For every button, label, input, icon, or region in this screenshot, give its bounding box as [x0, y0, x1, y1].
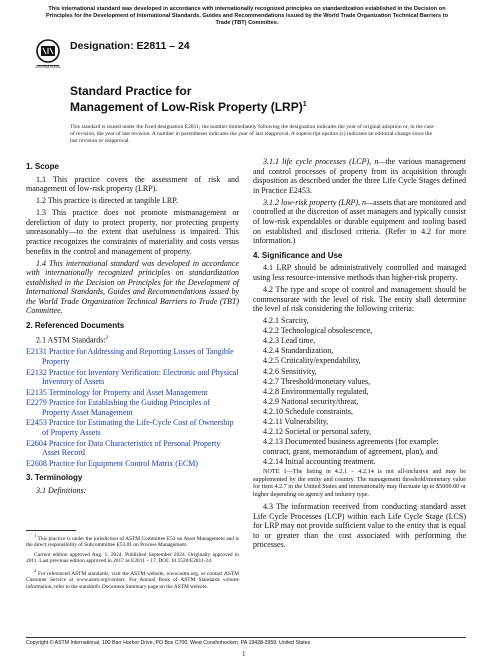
logo-caption: INTERNATIONAL: [35, 65, 61, 69]
header-notice: This international standard was developed in accordance with internationally recognized principles on standardization established in the Decision on Principles for the Development of International Standards, Guides and Recommendations issued by the World Trade Organization Technical Barriers to Trade (TBT) Committee.: [45, 6, 448, 27]
left-column: [26, 157, 239, 498]
footnote-1a-text: This practice is under the jurisdiction of ASTM Committee E53 on Asset Management and is the direct responsibility of Subcommittee E53.01 on Process Management.: [26, 535, 239, 549]
title-footnote-ref[interactable]: 1: [302, 101, 307, 108]
document-title: [70, 84, 307, 114]
title-line-2: [70, 98, 307, 114]
footnote-1a: $^1$ This practice is under the jurisdiction of ASTM Committee E53 on Asset Management and is the direct responsibility of Subcommittee E53.01 on Process Management.: [26, 533, 239, 549]
criteria-item: 4.2.9 National security/threat,: [263, 396, 359, 406]
para-2-1: [26, 334, 239, 345]
reference-title-link[interactable]: Practice for Addressing and Reporting Losses of Tangible Property: [42, 347, 234, 366]
footnote-rule: [26, 530, 76, 531]
footer-rule: [26, 637, 466, 638]
footnotes: [26, 533, 239, 593]
criteria-item: 4.2.12 Societal or personal safety,: [263, 427, 372, 437]
para-4-2: 4.2 The type and scope of control and management should be commensurate with the level of risk. The entity shall determine the level of risk considering the following criteria:: [253, 284, 466, 314]
reference-code-link[interactable]: E2608: [26, 458, 47, 468]
criteria-item: 4.2.5 Criticality/expendability,: [263, 356, 361, 366]
criteria-item: 4.2.8 Environmentally regulated,: [263, 386, 369, 396]
criteria-item: 4.2.11 Vulnerability,: [263, 417, 329, 427]
reference-code-link[interactable]: E2604: [26, 438, 47, 448]
reference-title-link[interactable]: Terminology for Property and Asset Management: [48, 387, 208, 397]
reference-code-link[interactable]: E2279: [26, 398, 47, 408]
note-1: NOTE 1—The listing in 4.2.1 – 4.2.14 is not all-inclusive and may be supplemented by the entity and country. The management threshold/monetary value for item 4.2.7 in the United States and internationally may fluctuate up to $5000.00 or higher depending on agency and industry type.: [253, 468, 466, 498]
term-lrp: 3.1.2 low-risk property (LRP), n—: [263, 197, 374, 207]
reference-item: [26, 398, 239, 417]
definition-lcp: the various management and control processes of property from its acquisition through disposition as described under the three Life Cycle Stages defined in Practice E2453.: [253, 157, 466, 195]
para-1-3: 1.3 This practice does not promote mismanagement or dereliction of duty to protect property, nor protecting property unreasonably—to the extent that usefulness is impaired. This practice recognizes the constraints of materiality and costs versus benefits in the control and management of property.: [26, 208, 239, 256]
reference-item: [26, 459, 239, 469]
right-column: [253, 157, 466, 552]
para-4-1: 4.1 LRP should be administratively controlled and managed using less resource-intensive methods than higher-risk property.: [253, 263, 466, 282]
para-1-4-text: 1.4 This international standard was developed in accordance with internationally recognized principles on standardization established in the Decision on Principles for the Development of International Standards, Guides and Recommendations issued by the World Trade Organization Technical Barriers to Trade (TBT) Committee.: [26, 258, 239, 316]
para-1-2: 1.2 This practice is directed at tangible LRP.: [36, 196, 178, 206]
reference-item: [26, 439, 239, 458]
criteria-item: 4.2.6 Sensitivity,: [263, 366, 317, 376]
para-2-1-text: 2.1 ASTM Standards:: [36, 335, 106, 345]
criteria-item: 4.2.1 Scarcity,: [263, 316, 309, 326]
reference-code-link[interactable]: E2453: [26, 418, 47, 428]
abstract: This standard is issued under the fixed designation E2811; the number immediately following the designation indicates the year of original adoption or, in the case of revision, the year of last revision. A number in parentheses indicates the year of last reapproval. A superscript epsilon (ε) indicates an editorial change since the last revision or reapproval.: [70, 124, 434, 144]
copyright: Copyright © ASTM International, 100 Barr Harbor Drive, PO Box C700, West Conshohocken, PA 19428-2959. United States: [26, 640, 311, 646]
term-lcp: 3.1.1 life cycle processes (LCP), n—: [263, 157, 386, 166]
reference-title-link[interactable]: Practice for Estimating the Life-Cycle Cost of Ownership of Property Assets: [42, 418, 234, 438]
criteria-list: [253, 316, 466, 466]
criteria-item: 4.2.3 Lead time,: [263, 336, 316, 346]
criteria-item: 4.2.10 Schedule constraints,: [263, 406, 353, 416]
para-1-4: [26, 259, 239, 317]
reference-code-link[interactable]: E2132: [26, 367, 47, 377]
para-3-1-1: [253, 157, 466, 195]
reference-title-link[interactable]: Practice for Data Characteristics of Personal Property Asset Record: [42, 438, 221, 458]
designation: Designation: E2811 – 24: [70, 40, 190, 52]
footnote-2-text: For referenced ASTM standards, visit the ASTM website, www.astm.org, or contact ASTM Customer Service at www.astm.org/contact. For Annual Book of ASTM Standards volume information, refer to the standard's Document Summary page on the ASTM website.: [26, 570, 239, 590]
criteria-item: 4.2.4 Standardization,: [263, 346, 334, 356]
reference-item: [26, 368, 239, 387]
footnote-ref-2[interactable]: 2: [105, 335, 109, 341]
section-2-heading: 2. Referenced Documents: [26, 321, 125, 331]
reference-code-link[interactable]: E2131: [26, 347, 47, 357]
reference-title-link[interactable]: Practice for Equipment Control Matrix (ECM): [48, 458, 198, 468]
para-4-3: 4.3 The information received from conducting standard asset Life Cycle Processes (LCP) within each Life Cycle Stage (LCS) for LRP may not provide sufficient value to the entity that is equal to or greater than the cost associated with performing the processes.: [253, 502, 466, 550]
section-3-heading: 3. Terminology: [26, 473, 83, 483]
title-line-1: Standard Practice for: [70, 84, 192, 98]
para-3-1-2: [253, 198, 466, 246]
section-4-heading: 4. Significance and Use: [253, 250, 343, 260]
section-1-heading: 1. Scope: [26, 162, 59, 171]
criteria-item: 4.2.2 Technological obsolescence,: [263, 326, 373, 336]
reference-item: [26, 347, 239, 366]
astm-logo: [35, 38, 61, 72]
reference-title-link[interactable]: Practice for Establishing the Guiding Principles of Property Asset Management: [42, 398, 211, 417]
criteria-item: 4.2.13 Documented business agreements (for example: contract, grant, memorandum of agreement, plan), and: [263, 437, 439, 456]
title-line-2-text: Management of Low-Risk Property (LRP): [70, 100, 303, 114]
reference-item: [26, 418, 239, 437]
reference-item: [26, 388, 239, 398]
criteria-item: 4.2.14 Initial accounting treatment.: [263, 456, 376, 466]
para-1-1: 1.1 This practice covers the assessment of risk and management of low-risk property (LRP).: [26, 174, 239, 194]
page-number: 1: [242, 650, 246, 658]
para-3-1: [26, 486, 239, 496]
reference-code-link[interactable]: E2135: [26, 387, 47, 397]
footnote-2: $^2$ For referenced ASTM standards, visit the ASTM website, www.astm.org, or contact ASTM Customer Service at www.astm.org/contact. For Annual Book of ASTM Standards volume information, refer to the standard's Document Summary page on the ASTM website.: [26, 567, 239, 590]
reference-title-link[interactable]: Practice for Inventory Verification: Electronic and Physical Inventory of Assets: [42, 367, 239, 387]
footnote-1b: Current edition approved Aug. 1, 2024. Published September 2024. Originally approved in 2011. Last previous edition approved in 2017 as E2811 – 17. DOI: 10.1520/E2811-24.: [26, 551, 239, 565]
referenced-documents-list: [26, 347, 239, 468]
para-3-1-text: 3.1 Definitions:: [36, 486, 87, 496]
definition-lrp: assets that are monitored and controlled at the discretion of asset managers and typically consist of low-risk expendables or durable equipment and tooling based on established and disclosed criteria. (Refer to 4.2 for more information.): [253, 197, 466, 246]
criteria-item: 4.2.7 Threshold/monetary values,: [263, 376, 371, 386]
